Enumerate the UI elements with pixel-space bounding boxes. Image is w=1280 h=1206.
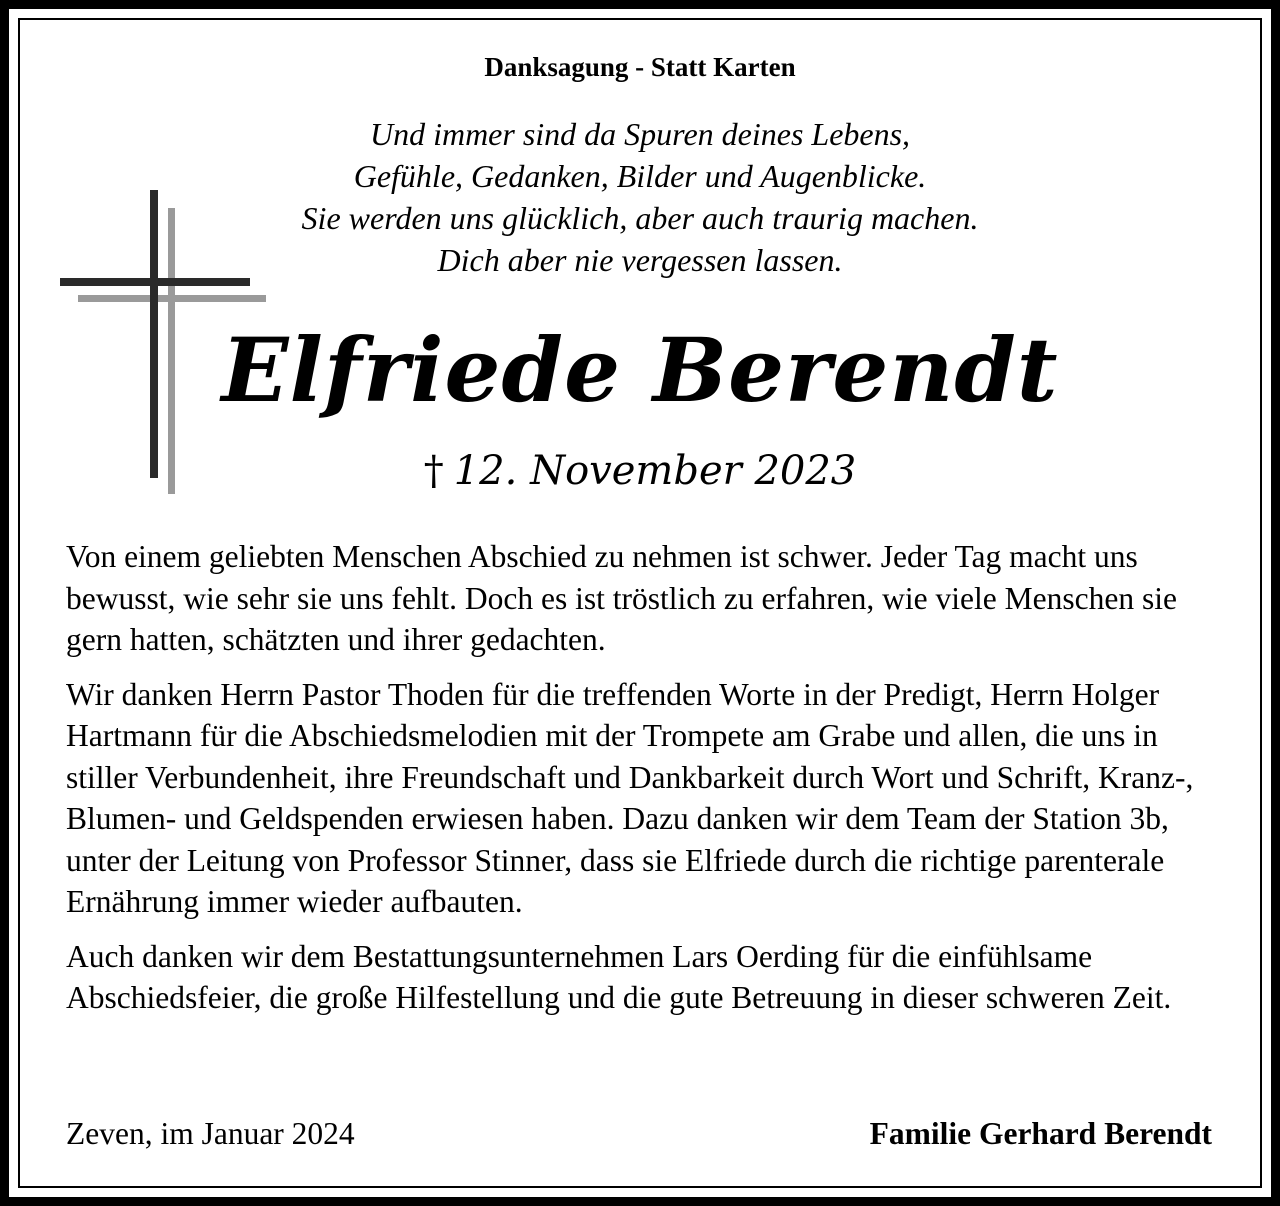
cross-light-horizontal [78, 295, 266, 302]
cross-dark-horizontal [60, 278, 250, 286]
poem-line: Und immer sind da Spuren deines Lebens, [369, 116, 911, 152]
paragraph: Auch danken wir dem Bestattungsunternehmen Lars Oerding für die einfühlsame Abschiedsfeier, die große Hilfestellung und die gute Betreuung in dieser schweren Zeit. [66, 938, 1172, 1015]
death-date-line [0, 448, 1280, 494]
place-date: Zeven, im Januar 2024 [66, 1116, 355, 1151]
poem-line: Gefühle, Gedanken, Bilder und Augenblicke. [353, 158, 927, 194]
death-date: 12. November 2023 [453, 448, 857, 494]
deceased-name: Elfriede Berendt [221, 318, 1059, 422]
thanks-text [66, 536, 1226, 1032]
footer [66, 1116, 1212, 1152]
poem-line: Sie werden uns glücklich, aber auch traurig machen. [301, 200, 979, 236]
dagger-icon: † [423, 448, 444, 494]
notice-heading: Danksagung - Statt Karten [484, 52, 796, 82]
paragraph: Wir danken Herrn Pastor Thoden für die treffenden Worte in der Predigt, Herrn Holger Hartmann für die Abschiedsmelodien mit der Trompete am Grabe und allen, die uns in stiller Verbundenheit, ihre Freundschaft und Dankbarkeit durch Wort und Schrift, Kranz-, Blumen- und Geldspenden erwiesen haben. Dazu danken wir dem Team der Station 3b, unter der Leitung von Professor Stinner, dass sie Elfriede durch die richtige parenterale Ernährung immer wieder aufbauten. [66, 676, 1194, 919]
signature: Familie Gerhard Berendt [869, 1116, 1212, 1151]
paragraph: Von einem geliebten Menschen Abschied zu nehmen ist schwer. Jeder Tag macht uns bewusst, wie sehr sie uns fehlt. Doch es ist tröstlich zu erfahren, wie viele Menschen sie gern hatten, schätzten und ihrer gedachten. [66, 539, 1177, 657]
poem-line: Dich aber nie vergessen lassen. [437, 242, 843, 278]
poem [180, 113, 1100, 281]
